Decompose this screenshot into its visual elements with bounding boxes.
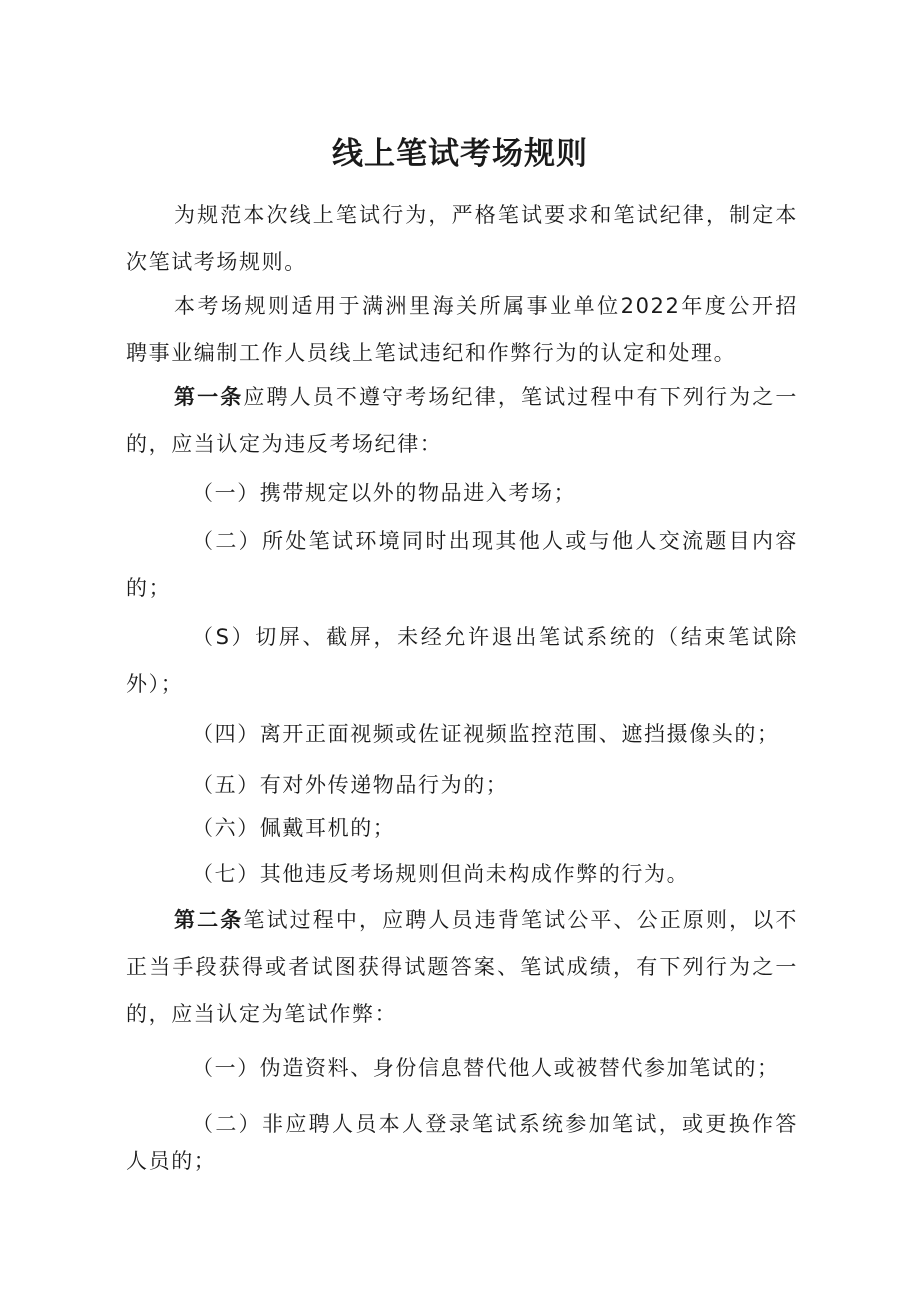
intro-paragraph-1: 为规范本次线上笔试行为，严格笔试要求和笔试纪律，制定本次笔试考场规则。 <box>126 203 798 274</box>
article-1-item-2: （二）所处笔试环境同时出现其他人或与他人交流题目内容的； <box>126 529 798 600</box>
article-1-item-5: （五）有对外传递物品行为的； <box>192 773 509 797</box>
article-1-text: 应聘人员不遵守考场纪律，笔试过程中有下列行为之一的，应当认定为违反考场纪律： <box>126 385 798 456</box>
page-title: 线上笔试考场规则 <box>332 136 588 172</box>
article-1-item-6: （六）佩戴耳机的； <box>192 816 396 840</box>
article-2-paragraph <box>126 897 798 1038</box>
article-2-item-1: （一）伪造资料、身份信息替代他人或被替代参加笔试的； <box>192 1056 780 1080</box>
article-1-item-4: （四）离开正面视频或佐证视频监控范围、遮挡摄像头的； <box>192 722 780 746</box>
article-1-heading: 第一条 <box>174 385 244 409</box>
article-2-heading: 第二条 <box>174 908 244 932</box>
article-1-item-3: （S）切屏、截屏，未经允许退出笔试系统的（结束笔试除外）； <box>126 625 798 696</box>
intro-paragraph-2: 本考场规则适用于满洲里海关所属事业单位2022年度公开招聘事业编制工作人员线上笔试违纪和作弊行为的认定和处理。 <box>126 294 798 365</box>
article-1-item-1: （一）携带规定以外的物品进入考场； <box>192 481 577 505</box>
article-2-item-2: （二）非应聘人员本人登录笔试系统参加笔试，或更换作答人员的； <box>126 1112 798 1173</box>
article-1-item-7: （七）其他违反考场规则但尚未构成作弊的行为。 <box>192 862 690 886</box>
article-1-paragraph <box>126 374 798 468</box>
article-2-text: 笔试过程中，应聘人员违背笔试公平、公正原则，以不正当手段获得或者试图获得试题答案、笔试成绩，有下列行为之一的，应当认定为笔试作弊： <box>126 908 798 1026</box>
